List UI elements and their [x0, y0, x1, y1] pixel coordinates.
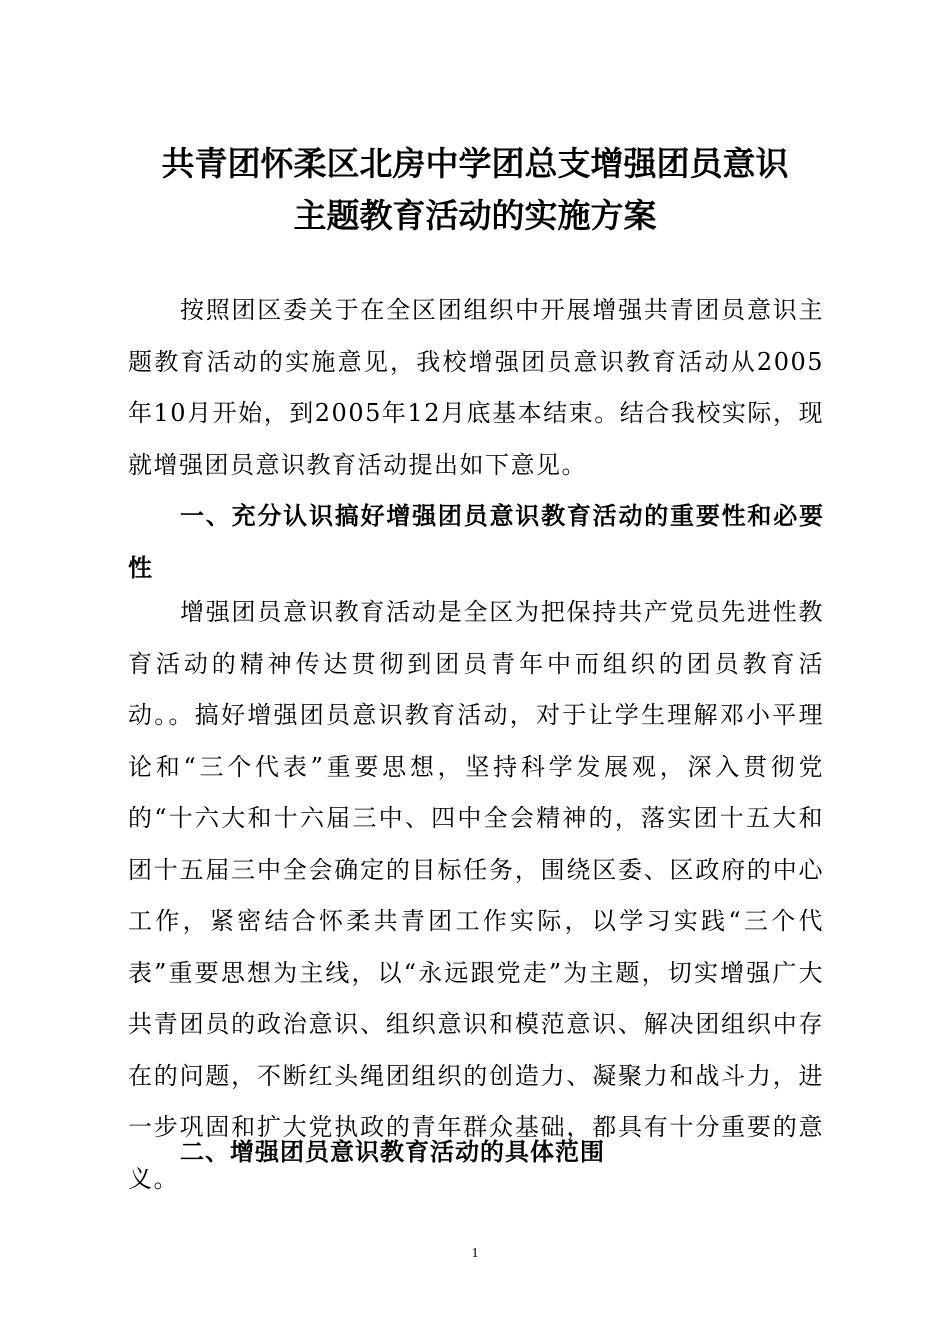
document-title-line-2: 主题教育活动的实施方案	[293, 196, 657, 235]
section-1-paragraph: 增强团员意识教育活动是全区为把保持共产党员先进性教育活动的精神传达贯彻到团员青年中而组织的团员教育活动。。搞好增强团员意识教育活动，对于让学生理解邓小平理论和“三个代表”重要思想，坚持科学发展观，深入贯彻党的“十六大和十六届三中、四中全会精神的，落实团十五大和团十五届三中全会确定的目标任务，围绕区委、区政府的中心工作，紧密结合怀柔共青团工作实际，以学习实践“三个代表”重要思想为主线，以“永远跟党走”为主题，切实增强广大共青团员的政治意识、组织意识和模范意识、解决团组织中存在的问题，不断红头绳团组织的创造力、凝聚力和战斗力，进一步巩固和扩大党执政的青年群众基础，都具有十分重要的意义。	[128, 598, 824, 1193]
section-heading-1: 一、充分认识搞好增强团员意识教育活动的重要性和必要性	[128, 502, 824, 582]
document-title-line-1: 共青团怀柔区北房中学团总支增强团员意识	[161, 144, 789, 183]
intro-paragraph: 按照团区委关于在全区团组织中开展增强共青团员意识主题教育活动的实施意见，我校增强团员意识教育活动从2005年10月开始，到2005年12月底基本结束。结合我校实际，现就增强团员意识教育活动提出如下意见。	[128, 296, 824, 479]
page-number: 1	[471, 1246, 479, 1261]
section-heading-2: 二、增强团员意识教育活动的具体范围	[180, 1138, 605, 1166]
